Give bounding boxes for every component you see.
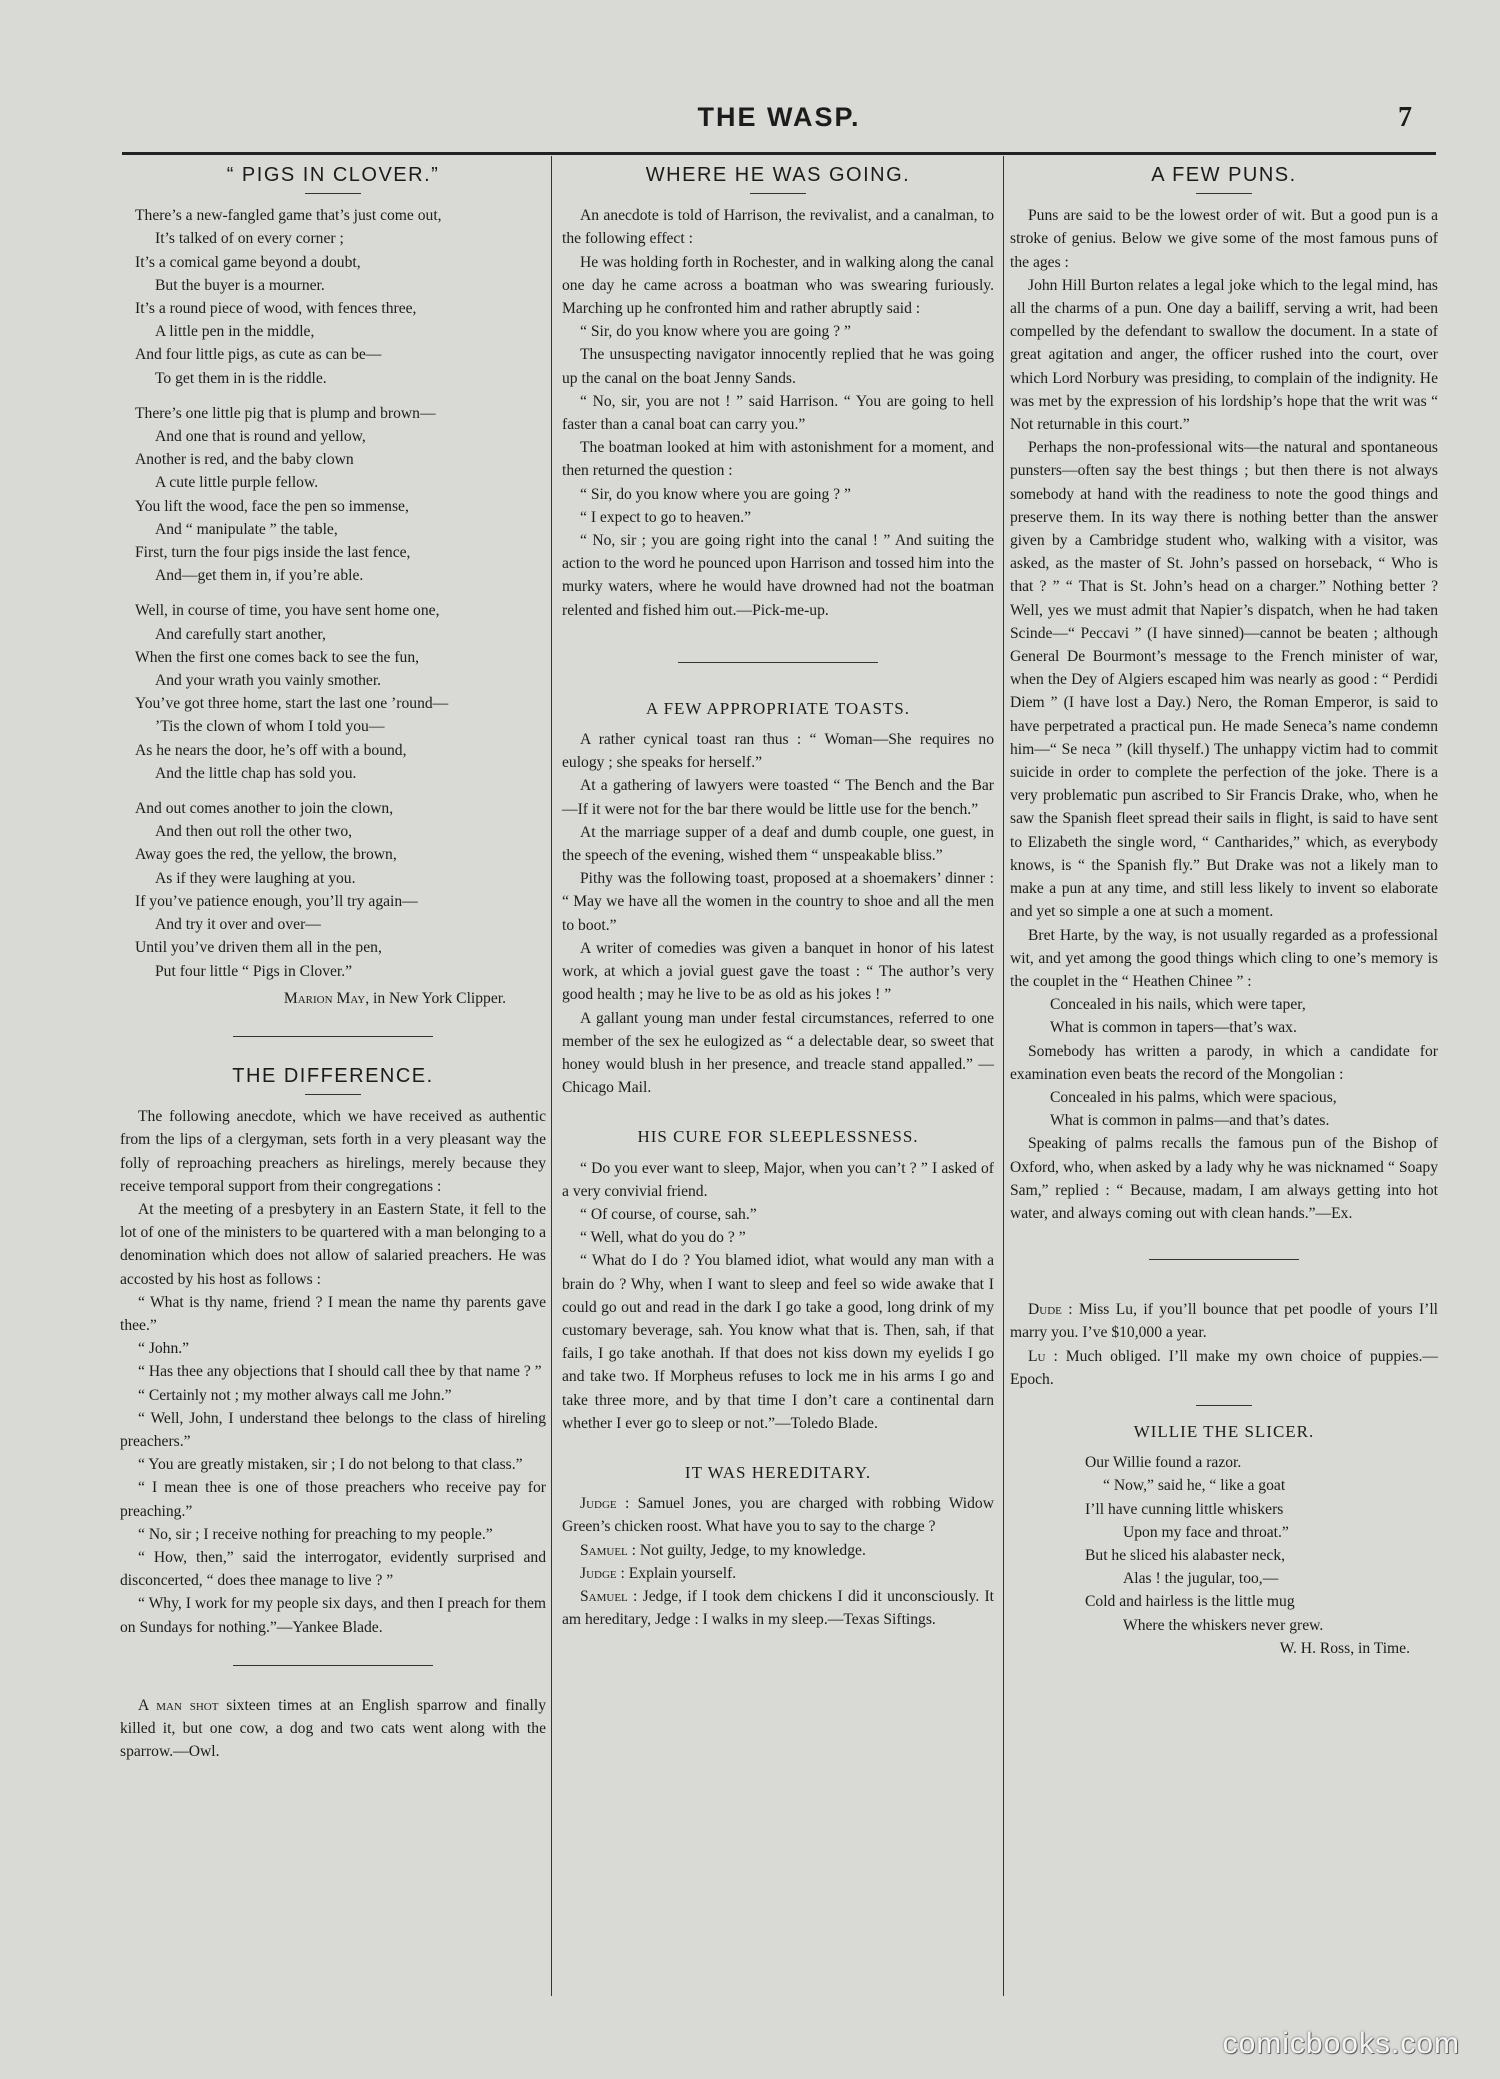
stanza [120, 599, 546, 785]
paragraph: “ Of course, of course, sah.” [580, 1205, 757, 1223]
paragraph: At the marriage supper of a deaf and dumb couple, one guest, in the speech of the evening, wished them “ unspeakable bliss.” [562, 823, 994, 865]
verse-line: I’ll have cunning little whiskers [1085, 1500, 1284, 1518]
paragraph: “ No, sir, you are not ! ” said Harrison. “ You are going to hell faster than a canal boat can carry you.” [562, 392, 994, 434]
dialogue-line [562, 1539, 994, 1562]
verse-line: Until you’ve driven them all in the pen, [135, 939, 382, 957]
verse-line: Alas ! the jugular, too,— [1123, 1570, 1279, 1588]
section-rule [233, 1036, 433, 1037]
article-title: THE DIFFERENCE. [232, 1064, 434, 1087]
paragraph: At a gathering of lawyers were toasted “ The Bench and the Bar—If it were not for the bar there would be little use for the bench.” [562, 777, 994, 818]
verse-line: And out comes another to join the clown, [135, 800, 394, 818]
verse-line: There’s one little pig that is plump and brown— [135, 404, 436, 422]
verse-line: Concealed in his palms, which were spacious, [1050, 1088, 1337, 1106]
masthead [122, 102, 1436, 152]
verse-line: As he nears the door, he’s off with a bound, [135, 741, 407, 759]
paragraph: “ What is thy name, friend ? I mean the name thy parents gave thee.” [120, 1293, 546, 1334]
paragraph-text: sixteen times at an English sparrow and finally killed it, but one cow, a dog and two cats went along with the sparrow.—Owl. [120, 1696, 547, 1761]
verse-line: Put four little “ Pigs in Clover.” [155, 962, 353, 980]
quoted-couplet [1010, 993, 1438, 1039]
source: in New York Clipper. [369, 989, 506, 1007]
stanza [120, 402, 546, 588]
verse-line: It’s talked of on every corner ; [155, 230, 344, 248]
dialogue-text: Samuel Jones, you are charged with robbing Widow Green’s chicken roost. What have you to say to the charge ? [562, 1495, 994, 1536]
section-rule [233, 1665, 433, 1666]
article-title: IT WAS HEREDITARY. [684, 1462, 872, 1482]
speaker: Judge : [580, 1495, 630, 1513]
verse-line: What is common in tapers—that’s wax. [1050, 1019, 1297, 1037]
paragraph: An anecdote is told of Harrison, the revivalist, and a canalman, to the following effect : [562, 207, 994, 248]
paragraph: Somebody has written a parody, in which a candidate for examination even beats the record of the Mongolian : [1010, 1042, 1438, 1083]
verse-line: And—get them in, if you’re able. [155, 567, 364, 585]
divider [305, 1094, 361, 1095]
verse-line: But he sliced his alabaster neck, [1085, 1546, 1286, 1564]
verse-line: Well, in course of time, you have sent home one, [135, 602, 440, 620]
paragraph: “ I expect to go to heaven.” [580, 508, 752, 526]
verse-line: And “ manipulate ” the table, [155, 520, 338, 538]
author-name: Marion May, [283, 989, 370, 1007]
verse-line: But the buyer is a mourner. [155, 276, 325, 294]
verse-line: There’s a new-fangled game that’s just come out, [135, 207, 442, 225]
paragraph: Perhaps the non-professional wits—the natural and spontaneous punsters—often say the best things ; but then there is not always somebody at hand with the readiness to note the good things and preserve them. In its way there is nothing better than the answer given by a Cambridge student who, walking with a visitor, was asked, as the master of St. John’s passed on horseback, “ Who is that ? ” “ That is St. John’s head on a charger.” Nothing better ? Well, yes we must admit that Napier’s dispatch, when he had taken Scinde—“ Peccavi ” (I have sinned)—cannot be beaten ; although General De Bourmont’s message to the French minister of war, when the Dey of Algiers escaped him was nearly as good : “ Perdidi Diem ” (I have lost a Day.) Nero, the Roman Emperor, is said to have perpetrated a practical pun. He made Seneca’s name condemn him—“ Se neca ” (kill thyself.) The unhappy victim had to commit suicide in order to complete the perfection of the joke. There is a very problematic pun ascribed to Sir Francis Drake, who, when he saw the Spanish fleet spread their sails in flight, is said to have sent to Elizabeth the single word, “ Cantharides,” which, as everybody knows, is “ the Spanish fly.” But Drake was not a likely man to make a pun at any time, and still less likely to invent so elaborate and yet so simple a one at such a moment. [1010, 439, 1438, 921]
verse-line: It’s a comical game beyond a doubt, [135, 253, 361, 271]
paragraph: He was holding forth in Rochester, and in walking along the canal one day he came across a boatman who was swearing furiously. Marching up he confronted him and rather abruptly said : [562, 253, 994, 318]
speaker: Samuel : [580, 1541, 637, 1559]
divider [1196, 1405, 1252, 1406]
verse-line: And one that is round and yellow, [155, 428, 366, 446]
masthead-rule [122, 152, 1436, 155]
paragraph: Speaking of palms recalls the famous pun of the Bishop of Oxford, who, when asked by a lady why he was nicknamed “ Soapy Sam,” replied : “ Because, madam, I am always getting into hot water, and always coming out with clean hands.”—Ex. [1010, 1135, 1438, 1222]
verse-line: And try it over and over— [155, 916, 321, 934]
paragraph: “ What do I do ? You blamed idiot, what would any man with a brain do ? Why, when I want to sleep and feel so wide awake that I could go out and read in the dark I go take a good, long drink of my customary beverage, sah. You know what that is. Then, sah, if that fails, I go take anothah. If that does not kiss down my eyelids I go and take two. If Morpheus refuses to lock me in his arms I go and take three more, and by that time I don’t care a continental darn whether I ever go to sleep or not.”—Toledo Blade. [562, 1252, 994, 1432]
article-title: A FEW PUNS. [1151, 164, 1297, 186]
paragraph: “ You are greatly mistaken, sir ; I do not belong to that class.” [138, 1456, 523, 1474]
article-title: “ PIGS IN CLOVER.” [226, 164, 440, 186]
dialogue-text: Explain yourself. [624, 1564, 737, 1582]
paragraph: Puns are said to be the lowest order of wit. But a good pun is a stroke of genius. Below we give some of the most famous puns of the ages : [1010, 207, 1438, 271]
section-rule [678, 662, 878, 663]
spacer [562, 1435, 994, 1457]
verse-line: When the first one comes back to see the fun, [135, 648, 420, 666]
poem-pigs-in-clover [120, 204, 546, 1010]
speaker: Samuel : [580, 1587, 638, 1605]
paragraph: “ How, then,” said the interrogator, evidently surprised and disconcerted, “ does thee manage to live ? ” [120, 1548, 546, 1590]
section-rule [1149, 1259, 1299, 1260]
quoted-couplet [1010, 1086, 1438, 1132]
verse-line: What is common in palms—and that’s dates. [1050, 1112, 1330, 1130]
article-title: WHERE HE WAS GOING. [645, 164, 911, 186]
verse-line: Our Willie found a razor. [1085, 1454, 1242, 1472]
verse-line: As if they were laughing at you. [155, 869, 356, 887]
paragraph: A writer of comedies was given a banquet in honor of his latest work, at which a jovial guest gave the toast : “ The author’s very good health ; may he live to be as old as his jokes ! ” [562, 939, 994, 1004]
verse-line: To get them in is the riddle. [155, 369, 327, 387]
column-divider [1003, 156, 1004, 1996]
paragraph: “ John.” [138, 1340, 190, 1358]
verse-line: A cute little purple fellow. [155, 474, 319, 492]
paragraph: “ Well, John, I understand thee belongs to the class of hireling preachers.” [120, 1409, 546, 1450]
paragraph [120, 1694, 546, 1764]
watermark-logo: comicbooks.com [1222, 2027, 1460, 2060]
paragraph: “ Has thee any objections that I should call thee by that name ? ” [138, 1363, 542, 1381]
article-title: WILLIE THE SLICER. [1133, 1421, 1315, 1441]
verse-line: It’s a round piece of wood, with fences three, [135, 300, 417, 318]
paragraph: A gallant young man under festal circumstances, referred to one member of the sex he eulogized as “ a delectable dear, so sweet that honey would blush in her presence, and treacle stand appalled.” —Chicago Mail. [562, 1009, 994, 1097]
paragraph: “ Why, I work for my people six days, and then I preach for them on Sundays for nothing.”—Yankee Blade. [120, 1595, 546, 1636]
verse-line: A little pen in the middle, [155, 323, 315, 341]
paragraph: Bret Harte, by the way, is not usually regarded as a professional wit, and yet among the good things which cling to one’s memory is the couplet in the “ Heathen Chinee ” : [1010, 926, 1438, 990]
paragraph: “ Sir, do you know where you are going ? ” [580, 323, 851, 341]
dialogue-line [1010, 1345, 1438, 1391]
paragraph: “ Certainly not ; my mother always call me John.” [138, 1386, 452, 1404]
verse-line: First, turn the four pigs inside the last fence, [135, 544, 411, 562]
spacer [562, 1099, 994, 1121]
verse-line: You’ve got three home, start the last one ’round— [135, 695, 449, 713]
page-number: 7 [1398, 102, 1412, 133]
column-right [1010, 160, 1438, 1660]
dialogue-text: Jedge, if I took dem chickens I did it unconsciously. It am hereditary, Jedge : I walks in my sleep.—Texas Siftings. [562, 1587, 995, 1629]
dialogue-text: Miss Lu, if you’ll bounce that pet poodle of yours I’ll marry you. I’ve $10,000 a year. [1010, 1301, 1438, 1342]
lead-in: A man shot [138, 1696, 219, 1714]
column-middle [562, 160, 994, 1631]
verse-line: ’Tis the clown of whom I told you— [155, 718, 385, 736]
stanza [120, 204, 546, 390]
verse-line: Where the whiskers never grew. [1123, 1616, 1324, 1634]
speaker: Lu : [1028, 1347, 1058, 1365]
paragraph: At the meeting of a presbytery in an Eastern State, it fell to the lot of one of the ministers to be quartered with a man belonging to a denomination which does not allow of salaried preachers. He was accosted by his host as follows : [120, 1200, 546, 1288]
column-divider [551, 156, 552, 1996]
divider [750, 193, 806, 194]
verse-line: And the little chap has sold you. [155, 764, 357, 782]
verse-line: If you’ve patience enough, you’ll try again— [135, 892, 418, 910]
paragraph: The following anecdote, which we have received as authentic from the lips of a clergyman, sets forth in a very pleasant way the folly of reproaching preachers as hirelings, merely because they receive temporal support from their congregations : [120, 1108, 546, 1195]
paragraph: John Hill Burton relates a legal joke which to the legal mind, has all the charms of a pun. One day a bailiff, serving a writ, had been compelled by the defendant to swallow the document. In a state of great agitation and anger, the officer rushed into the court, over which Lord Norbury was presiding, to complain of the indignity. He was met by the expression of his lordship’s hope that the writ was “ Not returnable in this court.” [1010, 276, 1438, 434]
paragraph: The unsuspecting navigator innocently replied that he was going up the canal on the boat Jenny Sands. [562, 346, 994, 387]
paragraph: “ Sir, do you know where you are going ? ” [580, 485, 851, 503]
verse-line: And four little pigs, as cute as can be— [135, 346, 382, 364]
paragraph: “ No, sir ; I receive nothing for preaching to my people.” [138, 1525, 493, 1543]
byline [120, 987, 546, 1010]
verse-line: Another is red, and the baby clown [135, 451, 354, 469]
verse-line: Upon my face and throat.” [1123, 1523, 1289, 1541]
dialogue-line [562, 1492, 994, 1538]
masthead-title: THE WASP. [697, 102, 861, 132]
speaker: Dude : [1028, 1301, 1073, 1319]
paragraph: “ I mean thee is one of those preachers who receive pay for preaching.” [120, 1479, 546, 1520]
article-title: A FEW APPROPRIATE TOASTS. [645, 698, 910, 718]
verse-line: Concealed in his nails, which were taper, [1050, 996, 1306, 1014]
paragraph: “ No, sir ; you are going right into the canal ! ” And suiting the action to the word he pounced upon Harrison and tossed him into the murky waters, where he would have drowned had not the boatman relented and fished him out.—Pick-me-up. [562, 532, 994, 619]
verse-line: You lift the wood, face the pen so immense, [135, 497, 409, 515]
poem-willie-the-slicer [1010, 1451, 1438, 1637]
verse-line: Cold and hairless is the little mug [1085, 1593, 1295, 1611]
paragraph: “ Well, what do you do ? ” [580, 1229, 746, 1247]
paragraph: The boatman looked at him with astonishment for a moment, and then returned the question : [562, 439, 994, 480]
divider [1196, 193, 1252, 194]
column-left [120, 160, 546, 1763]
dialogue-line [562, 1562, 994, 1585]
paragraph: Pithy was the following toast, proposed at a shoemakers’ dinner : “ May we have all the women in the country to shoe and all the men to boot.” [562, 870, 994, 934]
dialogue-line [1010, 1298, 1438, 1344]
paragraph: “ Do you ever want to sleep, Major, when you can’t ? ” I asked of a very convivial friend. [562, 1159, 994, 1200]
dialogue-text: Much obliged. I’ll make my own choice of puppies.—Epoch. [1010, 1347, 1439, 1388]
byline: W. H. Ross, in Time. [1279, 1639, 1410, 1657]
verse-line: And then out roll the other two, [155, 823, 353, 841]
stanza [120, 797, 546, 983]
dialogue-line [562, 1585, 994, 1631]
dialogue-text: Not guilty, Jedge, to my knowledge. [636, 1541, 866, 1559]
article-title: HIS CURE FOR SLEEPLESSNESS. [637, 1127, 919, 1147]
verse-line: Away goes the red, the yellow, the brown, [135, 846, 397, 864]
divider [305, 193, 361, 194]
verse-line: “ Now,” said he, “ like a goat [1103, 1477, 1286, 1495]
paragraph: A rather cynical toast ran thus : “ Woman—She requires no eulogy ; she speaks for herself.” [562, 731, 994, 772]
speaker: Judge : [580, 1564, 625, 1582]
verse-line: And your wrath you vainly smother. [155, 672, 382, 690]
verse-line: And carefully start another, [155, 625, 326, 643]
